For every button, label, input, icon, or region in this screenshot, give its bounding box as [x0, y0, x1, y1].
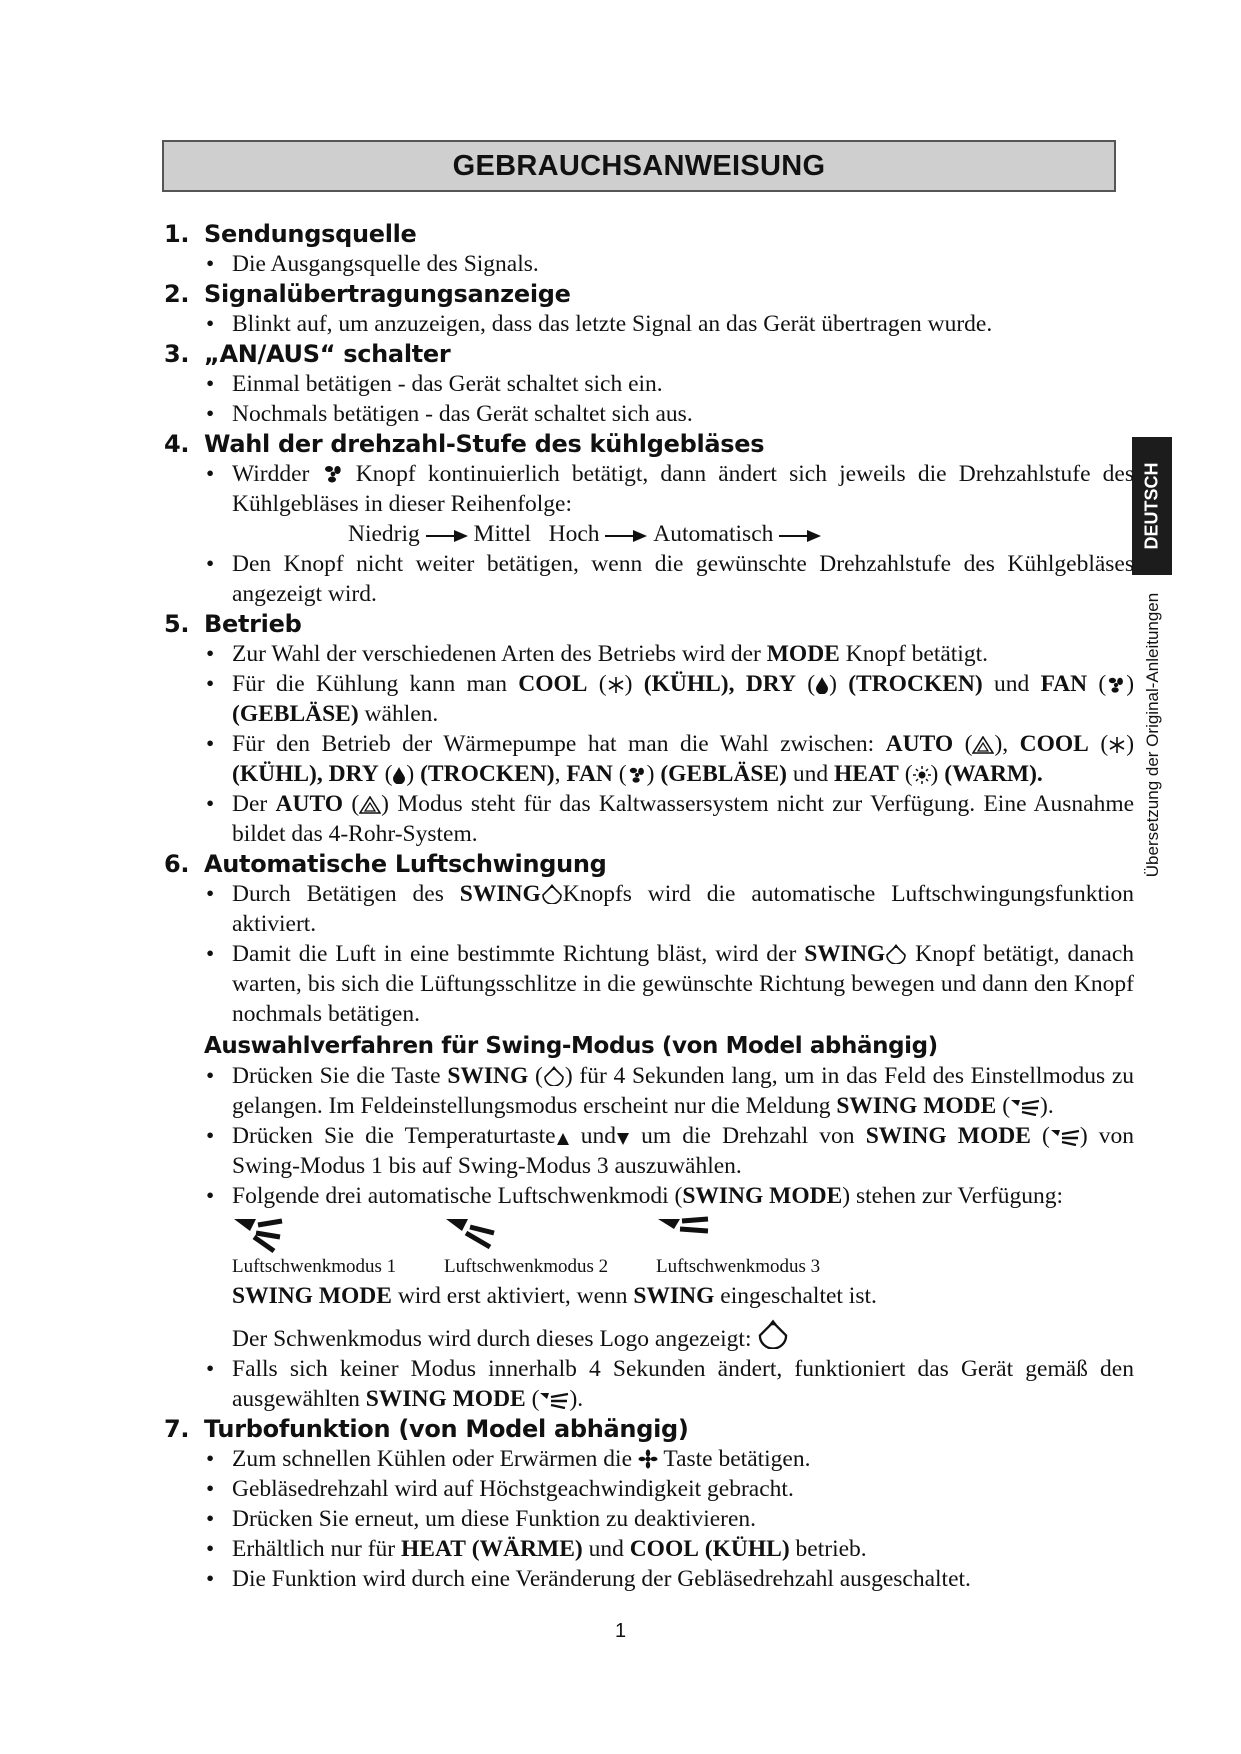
text: (GEBLÄSE): [232, 701, 359, 727]
list-item: • Für den Betrieb der Wärmepumpe hat man die Wahl zwischen: AUTO ( ), COOL ( ) (KÜHL), DRY ( ) (TROCKEN), FAN ( ) (GEBLÄSE) und HEAT ( ) (WARM).: [164, 729, 1134, 789]
swing-keyword: SWING: [459, 881, 541, 907]
text: (TROCKEN): [420, 761, 555, 787]
section-number: 3.: [164, 340, 190, 368]
section-title: Betrieb: [204, 610, 302, 638]
drop-icon: [392, 766, 406, 784]
auto-keyword: AUTO: [275, 791, 344, 817]
swing-mode-label: Luftschwenkmodus 3: [656, 1256, 821, 1277]
snowflake-icon: [607, 676, 625, 694]
text: von Swing-Modus 1 bis auf Swing-Modus 3 auszuwählen.: [232, 1123, 1135, 1179]
drop-icon: [815, 676, 829, 694]
list-item: • Falls sich keiner Modus innerhalb 4 Sekunden ändert, funktioniert das Gerät gemäß den ausgewählten SWING MODE ( ).: [164, 1354, 1134, 1414]
side-note-text: Übersetzung der Original-Anleitungen: [1143, 592, 1162, 878]
swing-mode-icon: [539, 1391, 569, 1409]
text: Zum schnellen Kühlen oder Erwärmen die: [232, 1446, 633, 1472]
auto-keyword: AUTO: [885, 731, 954, 757]
section-heading: [164, 279, 1134, 309]
swing-mode-2-icon: [444, 1215, 504, 1255]
heat-keyword: HEAT: [401, 1536, 466, 1562]
down-triangle-icon: [616, 1132, 630, 1146]
text: Für die Kühlung kann man: [232, 671, 507, 697]
swing-note: [164, 1281, 1134, 1311]
section-number: 7.: [164, 1415, 190, 1443]
text: (GEBLÄSE): [660, 761, 787, 787]
section-title: Automatische Luftschwingung: [204, 850, 607, 878]
list-item: [164, 639, 1134, 669]
list-item: [164, 1444, 1134, 1474]
text: (WARM).: [944, 761, 1043, 787]
swing-mode-2: [444, 1215, 656, 1279]
list-item: • Drücken Sie die Taste SWING ( ) für 4 Sekunden lang, um in das Feld des Einstellmodus zu gelangen. Im Feldeinstellungsmodus erscheint nur die Meldung SWING MODE ( ).: [164, 1061, 1134, 1121]
section-title: Turbofunktion (von Model abhängig): [204, 1415, 689, 1443]
text: Drücken Sie die Temperaturtaste: [232, 1123, 556, 1149]
swing-keyword: SWING: [447, 1063, 529, 1089]
page-number: 1: [614, 1620, 627, 1642]
section-title: „AN/AUS“ schalter: [204, 340, 451, 368]
snowflake-icon: [1108, 736, 1126, 754]
text: (KÜHL): [704, 1536, 790, 1562]
swing-mode-keyword: SWING MODE: [836, 1093, 997, 1119]
list-item: [164, 459, 1134, 519]
text: und: [792, 761, 829, 787]
section-title: Signalübertragungsanzeige: [204, 280, 571, 308]
fan-icon: [627, 766, 647, 784]
side-note: [1141, 590, 1165, 880]
list-item: • Drücken Sie die Temperaturtaste und um die Drehzahl von SWING MODE ( ) von Swing-Modus 1 bis auf Swing-Modus 3 auszuwählen.: [164, 1121, 1134, 1181]
cool-keyword: COOL: [1019, 731, 1089, 757]
swing-icon: [541, 884, 563, 904]
text: für 4 Sekunden lang, um in das Feld des Einstellmodus zu gelangen. Im Feldeinstellungsmodus erscheint nur die Meldung: [232, 1063, 1135, 1119]
list-item: • Einmal betätigen - das Gerät schaltet sich ein.: [164, 369, 1134, 399]
section-number: 2.: [164, 280, 190, 308]
text: (KÜHL),: [643, 671, 735, 697]
text: eingeschaltet ist.: [720, 1283, 877, 1309]
swing-mode-1: [232, 1215, 444, 1279]
text: Knopfs wird die automatische Luftschwingungsfunktion aktiviert.: [232, 881, 1135, 937]
speed-medium: Mittel: [473, 521, 531, 547]
list-item: [164, 1534, 1134, 1564]
list-item: • Die Funktion wird durch eine Veränderung der Gebläsedrehzahl ausgeschaltet.: [164, 1564, 1134, 1594]
section-number: 5.: [164, 610, 190, 638]
section-heading: [164, 849, 1134, 879]
language-tab: [1132, 437, 1172, 575]
turbo-icon: [638, 1449, 658, 1469]
text: Folgende drei automatische Luftschwenkmodi: [232, 1183, 669, 1209]
swing-mode-label: Luftschwenkmodus 2: [444, 1256, 609, 1277]
text: Taste betätigen.: [663, 1446, 811, 1472]
text: (KÜHL),: [232, 761, 323, 787]
speed-sequence: [164, 519, 1134, 549]
speed-low: Niedrig: [348, 521, 420, 547]
fan-keyword: FAN: [566, 761, 613, 787]
swing-keyword: SWING: [633, 1283, 715, 1309]
swing-mode-label: Luftschwenkmodus 1: [232, 1256, 397, 1277]
swing-mode-keyword: SWING MODE: [365, 1386, 526, 1412]
cool-keyword: COOL: [518, 671, 588, 697]
list-item: • Gebläsedrehzahl wird auf Höchstgeachwindigkeit gebracht.: [164, 1474, 1134, 1504]
swing-mode-3-icon: [656, 1215, 716, 1255]
swing-mode-keyword: SWING MODE: [232, 1283, 392, 1309]
swing-mode-keyword: SWING MODE: [682, 1183, 843, 1209]
list-item: • Die Ausgangsquelle des Signals.: [164, 249, 1134, 279]
text: Damit die Luft in eine bestimmte Richtung bläst, wird der: [232, 941, 797, 967]
arrow-right-icon: [779, 529, 821, 543]
section-heading: [164, 339, 1134, 369]
language-tab-label: DEUTSCH: [1141, 462, 1162, 550]
fan-icon: [322, 464, 344, 484]
text: Knopf kontinuierlich betätigt, dann ändert sich jeweils die Drehzahlstufe des Kühlgebläses in dieser Reihenfolge:: [232, 461, 1135, 517]
text: (TROCKEN): [848, 671, 983, 697]
swing-modes: [232, 1215, 1134, 1279]
section-title: Wahl der drehzahl-Stufe des kühlgebläses: [204, 430, 765, 458]
swing-mode-keyword: SWING MODE: [865, 1123, 1031, 1149]
instructions: [164, 219, 1134, 1594]
swing-logo-note: [164, 1319, 1134, 1354]
text: Erhältlich nur für: [232, 1536, 396, 1562]
text: Modus steht für das Kaltwassersystem nicht zur Verfügung. Eine Ausnahme bildet das 4-Rohr-System.: [232, 791, 1135, 847]
text: Wirdder: [232, 461, 310, 487]
text: stehen zur Verfügung:: [855, 1183, 1064, 1209]
swing-icon: [885, 944, 907, 964]
swing-mode-icon: [1010, 1098, 1040, 1116]
text: und: [588, 1536, 624, 1562]
speed-high: Hoch: [548, 521, 600, 547]
sun-icon: [913, 766, 931, 784]
section-heading: [164, 609, 1134, 639]
text: Der Schwenkmodus wird durch dieses Logo angezeigt:: [232, 1326, 752, 1352]
section-heading: [164, 1414, 1134, 1444]
text: Drücken Sie die Taste: [232, 1063, 441, 1089]
text: betrieb.: [795, 1536, 867, 1562]
swing-keyword: SWING: [804, 941, 886, 967]
swing-icon: [757, 1319, 789, 1349]
text: Für den Betrieb der Wärmepumpe hat man die Wahl zwischen:: [232, 731, 875, 757]
text: und: [994, 671, 1030, 697]
list-item: • Blinkt auf, um anzuzeigen, dass das letzte Signal an das Gerät übertragen wurde.: [164, 309, 1134, 339]
fan-keyword: FAN: [1040, 671, 1088, 697]
auto-triangle-icon: [972, 736, 994, 754]
list-item: • Für die Kühlung kann man COOL ( ) (KÜHL), DRY ( ) (TROCKEN) und FAN ( ) (GEBLÄSE) wählen.: [164, 669, 1134, 729]
arrow-right-icon: [605, 529, 647, 543]
text: um die Drehzahl von: [641, 1123, 855, 1149]
text: Durch Betätigen des: [232, 881, 444, 907]
dry-keyword: DRY: [745, 671, 796, 697]
dry-keyword: DRY: [328, 761, 379, 787]
text: (WÄRME): [471, 1536, 583, 1562]
mode-keyword: MODE: [766, 641, 840, 667]
heat-keyword: HEAT: [833, 761, 899, 787]
text: wird erst aktiviert, wenn: [397, 1283, 628, 1309]
text: wählen.: [364, 701, 439, 727]
list-item: • Folgende drei automatische Luftschwenkmodi (SWING MODE) stehen zur Verfügung:: [164, 1181, 1134, 1211]
section-heading: [164, 429, 1134, 459]
swing-mode-1-icon: [232, 1215, 292, 1255]
text: Knopf betätigt.: [845, 641, 988, 667]
text: Knopf betätigt, danach warten, bis sich die Lüftungsschlitze in die gewünschte Richtung bewegen und dann den Knopf nochmals betätigen.: [232, 941, 1134, 1027]
list-item: [164, 879, 1134, 939]
text: Der: [232, 791, 268, 817]
up-triangle-icon: [556, 1132, 570, 1146]
list-item: [164, 939, 1134, 1029]
cool-keyword: COOL: [629, 1536, 699, 1562]
arrow-right-icon: [426, 529, 468, 543]
text: Zur Wahl der verschiedenen Arten des Betriebs wird der: [232, 641, 761, 667]
section-title: Sendungsquelle: [204, 220, 417, 248]
auto-triangle-icon: [359, 796, 381, 814]
fan-icon: [1106, 676, 1126, 694]
section-heading: [164, 219, 1134, 249]
section-number: 1.: [164, 220, 190, 248]
text: Falls sich keiner Modus innerhalb 4 Sekunden ändert, funktioniert das Gerät gemäß den ausgewählten: [232, 1356, 1134, 1412]
swing-mode-icon: [1050, 1128, 1080, 1146]
swing-mode-3: [656, 1215, 868, 1279]
speed-auto: Automatisch: [653, 521, 774, 547]
list-item: • Der AUTO ( ) Modus steht für das Kaltwassersystem nicht zur Verfügung. Eine Ausnahme bildet das 4-Rohr-System.: [164, 789, 1134, 849]
list-item: • Drücken Sie erneut, um diese Funktion zu deaktivieren.: [164, 1504, 1134, 1534]
page-title: GEBRAUCHSANWEISUNG: [162, 140, 1116, 192]
subsection-heading: Auswahlverfahren für Swing-Modus (von Model abhängig): [204, 1033, 938, 1059]
section-number: 4.: [164, 430, 190, 458]
section-number: 6.: [164, 850, 190, 878]
list-item: • Den Knopf nicht weiter betätigen, wenn die gewünschte Drehzahlstufe des Kühlgebläses angezeigt wird.: [164, 549, 1134, 609]
list-item: • Nochmals betätigen - das Gerät schaltet sich aus.: [164, 399, 1134, 429]
text: und: [580, 1123, 616, 1149]
swing-icon: [543, 1066, 565, 1086]
